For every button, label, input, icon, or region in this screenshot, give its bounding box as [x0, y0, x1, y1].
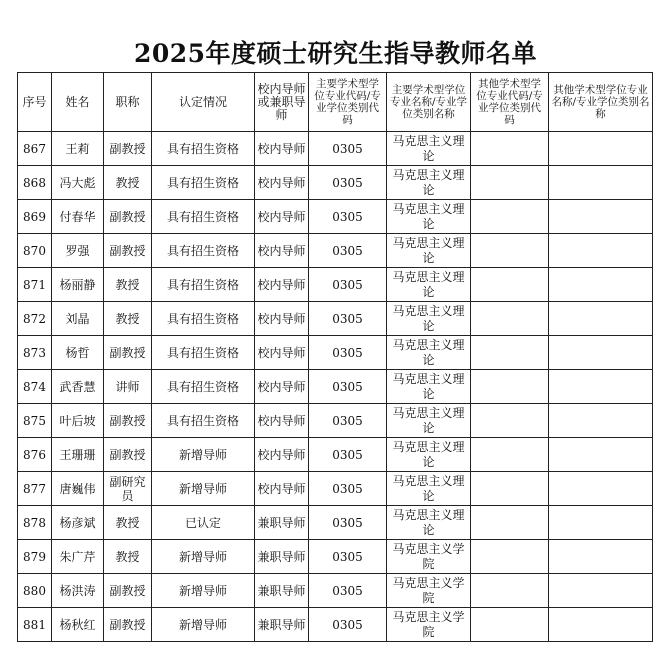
- cell-other-code: [471, 404, 549, 438]
- cell-name: 冯大彪: [52, 166, 104, 200]
- cell-major-name: 马克思主义理论: [387, 166, 471, 200]
- cell-other-name: [549, 506, 653, 540]
- cell-other-name: [549, 472, 653, 506]
- table-row: [18, 404, 653, 438]
- cell-other-code: [471, 200, 549, 234]
- cell-major-name: 马克思主义理论: [387, 472, 471, 506]
- header-name: 姓名: [52, 73, 104, 132]
- table-row: [18, 438, 653, 472]
- cell-name: 武香慧: [52, 370, 104, 404]
- cell-status: 具有招生资格: [152, 404, 255, 438]
- table-row: [18, 234, 653, 268]
- table-row: [18, 336, 653, 370]
- cell-other-code: [471, 370, 549, 404]
- cell-major-name: 马克思主义理论: [387, 234, 471, 268]
- cell-title: 讲师: [104, 370, 152, 404]
- table-row: [18, 574, 653, 608]
- cell-supervisor-type: 校内导师: [255, 404, 309, 438]
- cell-title: 副研究员: [104, 472, 152, 506]
- cell-major-name: 马克思主义理论: [387, 132, 471, 166]
- cell-major-name: 马克思主义学院: [387, 574, 471, 608]
- cell-status: 具有招生资格: [152, 132, 255, 166]
- cell-major-code: 0305: [309, 574, 387, 608]
- cell-other-code: [471, 336, 549, 370]
- cell-other-name: [549, 302, 653, 336]
- cell-supervisor-type: 兼职导师: [255, 506, 309, 540]
- cell-major-code: 0305: [309, 540, 387, 574]
- cell-major-name: 马克思主义理论: [387, 336, 471, 370]
- cell-name: 罗强: [52, 234, 104, 268]
- cell-other-code: [471, 540, 549, 574]
- cell-status: 具有招生资格: [152, 370, 255, 404]
- cell-name: 朱广芹: [52, 540, 104, 574]
- cell-major-code: 0305: [309, 132, 387, 166]
- cell-title: 教授: [104, 506, 152, 540]
- cell-name: 刘晶: [52, 302, 104, 336]
- cell-seq: 869: [18, 200, 52, 234]
- cell-name: 王珊珊: [52, 438, 104, 472]
- cell-seq: 872: [18, 302, 52, 336]
- cell-supervisor-type: 兼职导师: [255, 574, 309, 608]
- cell-seq: 877: [18, 472, 52, 506]
- cell-supervisor-type: 校内导师: [255, 200, 309, 234]
- cell-major-code: 0305: [309, 302, 387, 336]
- cell-seq: 881: [18, 608, 52, 642]
- cell-supervisor-type: 兼职导师: [255, 540, 309, 574]
- cell-other-name: [549, 166, 653, 200]
- cell-other-code: [471, 608, 549, 642]
- cell-other-code: [471, 574, 549, 608]
- cell-name: 杨秋红: [52, 608, 104, 642]
- cell-status: 具有招生资格: [152, 166, 255, 200]
- header-supervisor-type: 校内导师或兼职导师: [255, 73, 309, 132]
- cell-status: 具有招生资格: [152, 234, 255, 268]
- cell-supervisor-type: 校内导师: [255, 166, 309, 200]
- cell-other-code: [471, 166, 549, 200]
- header-other-name: 其他学术型学位专业名称/专业学位类别名称: [549, 73, 653, 132]
- cell-major-code: 0305: [309, 608, 387, 642]
- cell-other-code: [471, 506, 549, 540]
- cell-major-name: 马克思主义学院: [387, 608, 471, 642]
- table-row: [18, 370, 653, 404]
- cell-seq: 871: [18, 268, 52, 302]
- cell-seq: 876: [18, 438, 52, 472]
- cell-major-code: 0305: [309, 200, 387, 234]
- cell-seq: 870: [18, 234, 52, 268]
- cell-title: 教授: [104, 268, 152, 302]
- cell-title: 副教授: [104, 336, 152, 370]
- cell-supervisor-type: 校内导师: [255, 302, 309, 336]
- cell-supervisor-type: 校内导师: [255, 234, 309, 268]
- cell-title: 教授: [104, 166, 152, 200]
- cell-supervisor-type: 校内导师: [255, 336, 309, 370]
- table-row: [18, 268, 653, 302]
- cell-other-code: [471, 438, 549, 472]
- cell-major-name: 马克思主义理论: [387, 200, 471, 234]
- supervisor-table: [17, 72, 653, 642]
- cell-status: 具有招生资格: [152, 268, 255, 302]
- cell-other-name: [549, 132, 653, 166]
- cell-supervisor-type: 校内导师: [255, 268, 309, 302]
- cell-major-name: 马克思主义理论: [387, 370, 471, 404]
- cell-major-name: 马克思主义理论: [387, 268, 471, 302]
- cell-major-code: 0305: [309, 370, 387, 404]
- table-row: [18, 472, 653, 506]
- header-seq: 序号: [18, 73, 52, 132]
- cell-status: 新增导师: [152, 540, 255, 574]
- cell-other-name: [549, 608, 653, 642]
- cell-name: 王莉: [52, 132, 104, 166]
- cell-seq: 868: [18, 166, 52, 200]
- cell-title: 副教授: [104, 200, 152, 234]
- cell-other-name: [549, 540, 653, 574]
- cell-other-code: [471, 472, 549, 506]
- header-other-code: 其他学术型学位专业代码/专业学位类别代码: [471, 73, 549, 132]
- table-header-row: [18, 73, 653, 132]
- cell-other-code: [471, 132, 549, 166]
- header-major-name: 主要学术型学位专业名称/专业学位类别名称: [387, 73, 471, 132]
- cell-seq: 867: [18, 132, 52, 166]
- cell-name: 杨洪涛: [52, 574, 104, 608]
- cell-major-name: 马克思主义理论: [387, 506, 471, 540]
- cell-title: 副教授: [104, 608, 152, 642]
- cell-status: 新增导师: [152, 608, 255, 642]
- cell-status: 新增导师: [152, 472, 255, 506]
- cell-seq: 875: [18, 404, 52, 438]
- page-title: 2025年度硕士研究生指导教师名单: [133, 39, 538, 68]
- cell-status: 新增导师: [152, 574, 255, 608]
- cell-other-name: [549, 438, 653, 472]
- cell-status: 具有招生资格: [152, 200, 255, 234]
- cell-major-code: 0305: [309, 506, 387, 540]
- cell-other-name: [549, 268, 653, 302]
- cell-status: 已认定: [152, 506, 255, 540]
- cell-major-name: 马克思主义理论: [387, 404, 471, 438]
- cell-seq: 879: [18, 540, 52, 574]
- cell-major-code: 0305: [309, 166, 387, 200]
- cell-seq: 874: [18, 370, 52, 404]
- cell-status: 新增导师: [152, 438, 255, 472]
- cell-other-code: [471, 234, 549, 268]
- cell-title: 副教授: [104, 438, 152, 472]
- cell-supervisor-type: 校内导师: [255, 370, 309, 404]
- cell-title: 教授: [104, 302, 152, 336]
- cell-title: 副教授: [104, 574, 152, 608]
- table-row: [18, 200, 653, 234]
- cell-major-code: 0305: [309, 438, 387, 472]
- cell-other-name: [549, 404, 653, 438]
- cell-major-code: 0305: [309, 404, 387, 438]
- table-row: [18, 132, 653, 166]
- cell-name: 叶后坡: [52, 404, 104, 438]
- cell-supervisor-type: 兼职导师: [255, 608, 309, 642]
- cell-name: 杨丽静: [52, 268, 104, 302]
- cell-major-code: 0305: [309, 472, 387, 506]
- cell-seq: 873: [18, 336, 52, 370]
- cell-supervisor-type: 校内导师: [255, 132, 309, 166]
- cell-name: 付春华: [52, 200, 104, 234]
- cell-seq: 880: [18, 574, 52, 608]
- table-row: [18, 166, 653, 200]
- cell-other-name: [549, 370, 653, 404]
- header-status: 认定情况: [152, 73, 255, 132]
- header-major-code: 主要学术型学位专业代码/专业学位类别代码: [309, 73, 387, 132]
- cell-major-code: 0305: [309, 234, 387, 268]
- cell-title: 副教授: [104, 234, 152, 268]
- cell-name: 唐巍伟: [52, 472, 104, 506]
- cell-title: 副教授: [104, 404, 152, 438]
- cell-title: 副教授: [104, 132, 152, 166]
- header-title: 职称: [104, 73, 152, 132]
- cell-other-code: [471, 268, 549, 302]
- cell-supervisor-type: 校内导师: [255, 438, 309, 472]
- cell-major-code: 0305: [309, 336, 387, 370]
- cell-other-name: [549, 574, 653, 608]
- table-row: [18, 506, 653, 540]
- cell-other-name: [549, 200, 653, 234]
- cell-other-name: [549, 234, 653, 268]
- cell-name: 杨哲: [52, 336, 104, 370]
- cell-other-code: [471, 302, 549, 336]
- cell-major-name: 马克思主义学院: [387, 540, 471, 574]
- cell-supervisor-type: 校内导师: [255, 472, 309, 506]
- table-row: [18, 302, 653, 336]
- cell-title: 教授: [104, 540, 152, 574]
- cell-status: 具有招生资格: [152, 336, 255, 370]
- cell-status: 具有招生资格: [152, 302, 255, 336]
- cell-major-code: 0305: [309, 268, 387, 302]
- cell-other-name: [549, 336, 653, 370]
- cell-seq: 878: [18, 506, 52, 540]
- cell-name: 杨彦斌: [52, 506, 104, 540]
- table-row: [18, 608, 653, 642]
- table-row: [18, 540, 653, 574]
- cell-major-name: 马克思主义理论: [387, 302, 471, 336]
- cell-major-name: 马克思主义理论: [387, 438, 471, 472]
